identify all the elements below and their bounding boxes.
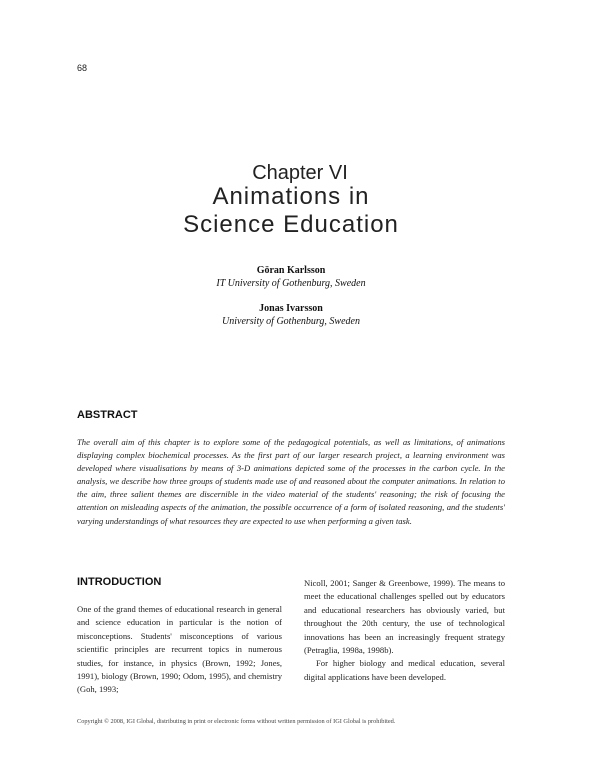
chapter-label: Chapter VI (252, 162, 348, 184)
paragraph: One of the grand themes of educational research in general and science education in particular is the notion of misconceptions. Students' misconceptions of various scientific principles are recurrent topics in numerous studies, for instance, in physics (Brown, 1992; Jones, 1991), biology (Brown, 1990; Odom, 1995), and chemistry (Goh, 1993; (77, 604, 282, 695)
chapter-title-line-1: Animations in (212, 183, 370, 210)
paragraph: Nicoll, 2001; Sanger & Greenbowe, 1999). The means to meet the educational challenges spelled out by educators and educational researchers has obviously varied, but throughout the 20th century, the use of technological innovations has been an increasingly frequent strategy (Petraglia, 1998a, 1998b). (304, 578, 505, 656)
left-column (77, 603, 282, 697)
abstract-heading: ABSTRACT (77, 409, 138, 421)
chapter-title (0, 183, 582, 239)
author-name: Jonas Ivarsson (259, 303, 323, 314)
abstract-body: The overall aim of this chapter is to explore some of the pedagogical potentials, as well as limitations, of animations displaying complex biochemical processes. As the first part of our larger research project, a learning environment was developed where visualisations by means of 3-D animations depicted some of the processes in the carbon cycle. In the analysis, we describe how three groups of students made use of and reasoned about the computer animations. In relation to the aim, three salient themes are discernible in the video material of the students' reasoning; the risk of focusing the attention on misleading aspects of the animation, the possible occurrence of a form of isolated reasoning, and the students' varying understandings of what resources they are expected to use when performing a given task. (77, 437, 505, 526)
author-block (0, 264, 582, 290)
paragraph: For higher biology and medical education, several digital applications have been developed. (304, 658, 505, 682)
author-affiliation: University of Gothenburg, Sweden (222, 316, 360, 327)
author-name: Göran Karlsson (256, 265, 326, 276)
copyright-notice: Copyright © 2008, IGI Global, distributing in print or electronic forms without written permission of IGI Global is prohibited. (77, 718, 396, 725)
page-number: 68 (77, 63, 88, 73)
chapter-title-line-2: Science Education (183, 211, 399, 238)
author-affiliation: IT University of Gothenburg, Sweden (216, 278, 366, 289)
right-column (304, 577, 505, 684)
author-block (0, 302, 582, 328)
introduction-heading: INTRODUCTION (77, 576, 162, 588)
